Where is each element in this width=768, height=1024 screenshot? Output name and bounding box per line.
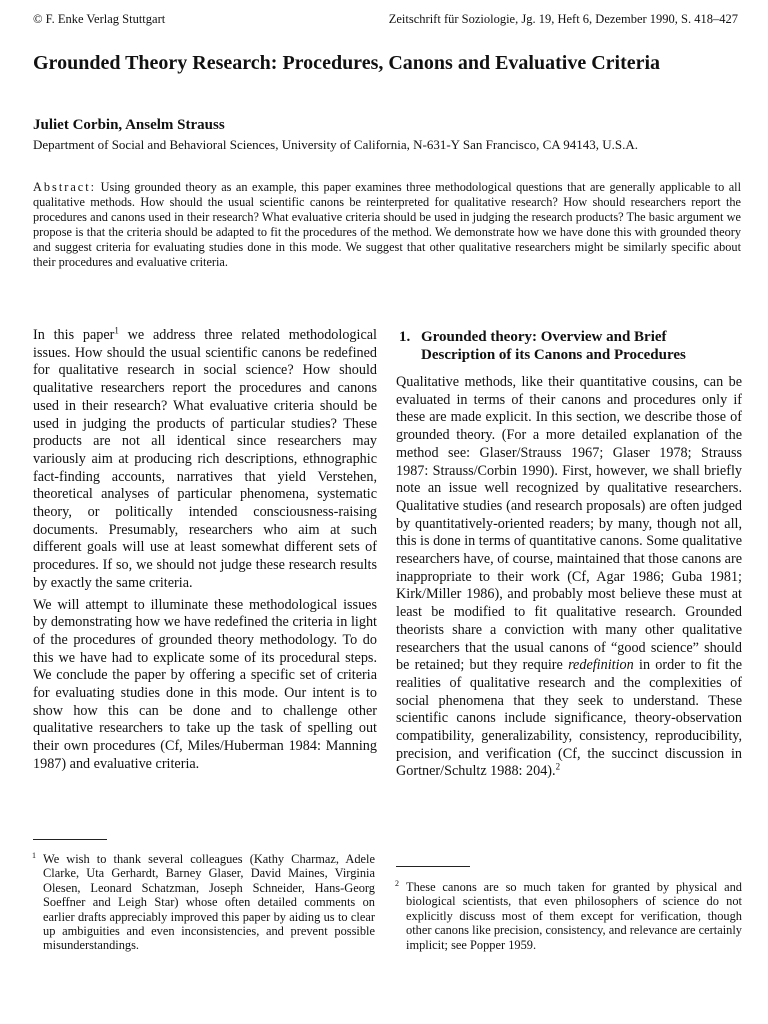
footnote-1-marker: 1 <box>32 851 36 860</box>
intro-paragraph-1 <box>33 327 377 593</box>
intro-paragraph-2: We will attempt to illuminate these methodological issues by demonstrating how we have redefined the criteria in light of the procedures of grounded theory methodology. To do this we have had to explicate some of its procedural steps. We conclude the paper by offering a specific set of criteria for evaluating studies done in this mode. Our intent is to show how this can be done and to challenge other qualitative researchers to take up the task of spelling out their own procedures (Cf, Miles/Huberman 1984: Manning 1987) and evaluative criteria. <box>33 596 377 772</box>
journal-citation: Zeitschrift für Soziologie, Jg. 19, Heft 6, Dezember 1990, S. 418–427 <box>388 12 738 26</box>
intro-paragraph-1-text: we address three related methodological issues. How should the usual scientific canons be redefined for qualitative research in social science? How should qualitative researchers report the procedures and canons used in their research? What evaluative criteria should be used in judging the products of particular studies? These products are not all identical since researchers may variously aim at producing rich descriptions, ethnographic fact-finding accounts, narratives that yield Verstehen, theoretical analyses of particular phenomena, systematic theory, or politically intended consciousness-raising documents. Presumably, researchers who aim at such different goals will use at least somewhat different sets of procedures. If so, we should not judge these research results by exactly the same criteria. <box>33 327 377 591</box>
footnote-1 <box>33 852 375 953</box>
publisher-line: © F. Enke Verlag Stuttgart <box>33 12 166 26</box>
footnote-ref-2: 2 <box>555 761 561 772</box>
abstract <box>33 180 741 269</box>
running-head <box>33 11 738 29</box>
section-title: Grounded theory: Overview and Brief Description of its Canons and Procedures <box>421 329 686 363</box>
footnote-ref-1: 1 <box>114 325 119 336</box>
footnote-divider-right <box>396 866 470 867</box>
abstract-label: Abstract: <box>33 180 97 194</box>
footnote-1-text: We wish to thank several colleagues (Kathy Charmaz, Adele Clarke, Uta Gerhardt, Barney Glaser, David Maines, Virginia Olesen, Leonard Schatzman, Joseph Schneider, Hans-Georg Soeffner and Leigh Star) whose often detailed comments on earlier drafts appreciably improved this paper by aiding us to clear up ambiguities and even inconsistencies, and prevent possible misunderstandings. <box>43 852 375 953</box>
section-text-part-2: in order to fit the realities of qualitative research and the complexities of social phenomena that they seek to understand. These scientific canons include significance, theory-observation compatibility, generalizability, consistency, reproducibility, precision, and verification (Cf, the succinct discussion in Gortner/Schultz 1988: 204). <box>396 657 743 780</box>
section-paragraph <box>396 374 742 781</box>
right-column <box>396 327 742 785</box>
footnote-2-text: These canons are so much taken for granted by physical and biological scientists, that even philosophers of science do not explicitly discuss most of them except for verification, though other canons like precision, consistency, and relevance are certainly implicit; see Popper 1959. <box>406 880 742 952</box>
footnote-divider-left <box>33 839 107 840</box>
section-heading <box>396 328 742 364</box>
emphasis-redefinition: redefinition <box>568 657 634 674</box>
author-names: Juliet Corbin, Anselm Strauss <box>33 117 225 133</box>
abstract-text: Using grounded theory as an example, this paper examines three methodological questions that are generally applicable to all qualitative methods. How should the usual scientific canons be reinterpreted for qualitative research? How should researchers report the procedures and canons used in their research? What evaluative criteria should be used in judging the research products? The basic argument we propose is that the criteria should be adapted to fit the procedures of the method. We demonstrate how we have done this with grounded theory and suggest criteria for evaluating studies done in this mode. We suggest that other qualitative researchers might be similarly specific about their procedures and evaluative criteria. <box>33 180 741 269</box>
article-title: Grounded Theory Research: Procedures, Canons and Evaluative Criteria <box>33 52 661 74</box>
footnote-2-marker: 2 <box>395 879 399 888</box>
author-affiliation: Department of Social and Behavioral Sciences, University of California, N-631-Y San Francisco, CA 94143, U.S.A. <box>33 137 638 152</box>
section-text-part-1: Qualitative methods, like their quantitative cousins, can be evaluated in terms of their canons and procedures only if these are made explicit. In this section, we describe those of grounded theory. (For a more detailed explanation of the method see: Glaser/Strauss 1967; Glaser 1978; Strauss 1987: Strauss/Corbin 1990). First, however, we shall briefly note an issue well recognized by qualitative researchers. Qualitative studies (and research proposals) are often judged by quantitatively-oriented readers; by many, though not all, this is done in terms of quantitative canons. Some qualitative researchers have, of course, maintained that those canons are inappropriate to their work (Cf, Agar 1986; Guba 1981; Kirk/Miller 1986), and probably most believe these must at least be modified to fit qualitative research. Grounded theorists share a conviction with many other qualitative researchers that the usual canons of “good science” should be retained; but they require <box>396 374 742 674</box>
footnote-2 <box>396 880 742 952</box>
intro-paragraph-1-lead: In this paper <box>33 327 115 343</box>
section-number: 1. <box>399 329 411 345</box>
left-column <box>33 327 377 778</box>
